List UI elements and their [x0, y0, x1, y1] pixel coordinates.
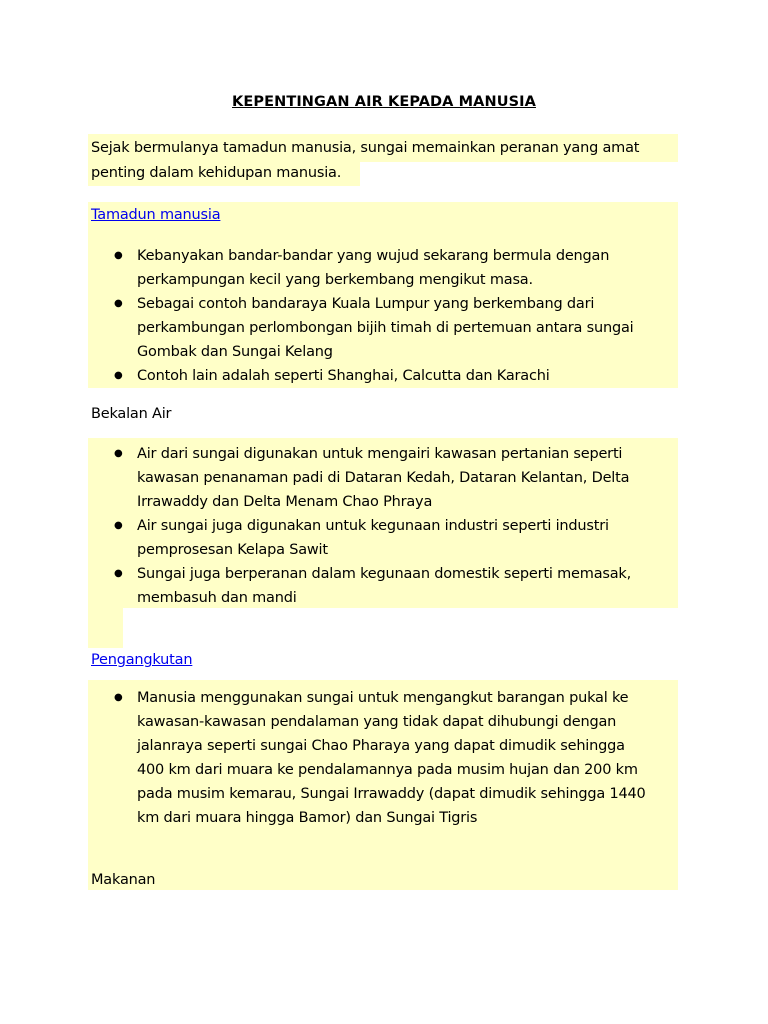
list-item-line: Kebanyakan bandar-bandar yang wujud sekarang bermula dengan: [137, 248, 610, 264]
list-item: [114, 686, 646, 830]
list-item-line: membasuh dan mandi: [137, 590, 297, 606]
list-item-line: Gombak dan Sungai Kelang: [137, 344, 333, 360]
highlight-bekalan-tail: [88, 608, 123, 648]
bullet-icon: ●: [114, 370, 123, 381]
bullet-icon: ●: [114, 520, 123, 531]
list-item-line: Sungai juga berperanan dalam kegunaan domestik seperti memasak,: [137, 566, 632, 582]
list-item-line: pada musim kemarau, Sungai Irrawaddy (dapat dimudik sehingga 1440: [137, 786, 646, 802]
section-heading-tamadun-link[interactable]: Tamadun manusia: [91, 207, 221, 223]
intro-line: Sejak bermulanya tamadun manusia, sungai memainkan peranan yang amat: [91, 140, 640, 156]
list-item-line: Contoh lain adalah seperti Shanghai, Calcutta dan Karachi: [137, 368, 550, 384]
list-item: [114, 562, 632, 610]
bullet-icon: ●: [114, 448, 123, 459]
tamadun-list: [114, 244, 634, 388]
list-item-line: Sebagai contoh bandaraya Kuala Lumpur yang berkembang dari: [137, 296, 595, 312]
page-title: KEPENTINGAN AIR KEPADA MANUSIA: [232, 94, 536, 110]
section-heading-bekalan-air: Bekalan Air: [91, 406, 172, 422]
list-item: [114, 292, 634, 364]
list-item-line: Air dari sungai digunakan untuk mengairi kawasan pertanian seperti: [137, 446, 623, 462]
list-item-line: perkambungan perlombongan bijih timah di pertemuan antara sungai: [137, 320, 634, 336]
list-item: [114, 514, 631, 562]
list-item: [114, 442, 631, 514]
list-item-line: 400 km dari muara ke pendalamannya pada musim hujan dan 200 km: [137, 762, 638, 778]
list-item: [114, 244, 633, 292]
bullet-icon: ●: [114, 692, 123, 703]
list-item-line: jalanraya seperti sungai Chao Pharaya yang dapat dimudik sehingga: [137, 738, 625, 754]
pengangkutan-list: [114, 686, 646, 830]
list-item-line: km dari muara hingga Bamor) dan Sungai Tigris: [137, 810, 478, 826]
highlight-makanan: [88, 828, 678, 890]
list-item: [114, 364, 633, 388]
list-item-line: Irrawaddy dan Delta Menam Chao Phraya: [137, 494, 433, 510]
intro-line: penting dalam kehidupan manusia.: [91, 165, 342, 181]
list-item-line: pemprosesan Kelapa Sawit: [137, 542, 328, 558]
list-item-line: kawasan-kawasan pendalaman yang tidak dapat dihubungi dengan: [137, 714, 617, 730]
section-heading-pengangkutan-link[interactable]: Pengangkutan: [91, 652, 193, 668]
list-item-line: Manusia menggunakan sungai untuk mengangkut barangan pukal ke: [137, 690, 629, 706]
list-item-line: Air sungai juga digunakan untuk kegunaan industri seperti industri: [137, 518, 609, 534]
bekalan-list: [114, 442, 632, 610]
bullet-icon: ●: [114, 298, 123, 309]
bullet-icon: ●: [114, 250, 123, 261]
section-heading-makanan: Makanan: [91, 872, 156, 888]
list-item-line: perkampungan kecil yang berkembang mengikut masa.: [137, 272, 533, 288]
bullet-icon: ●: [114, 568, 123, 579]
list-item-line: kawasan penanaman padi di Dataran Kedah, Dataran Kelantan, Delta: [137, 470, 630, 486]
